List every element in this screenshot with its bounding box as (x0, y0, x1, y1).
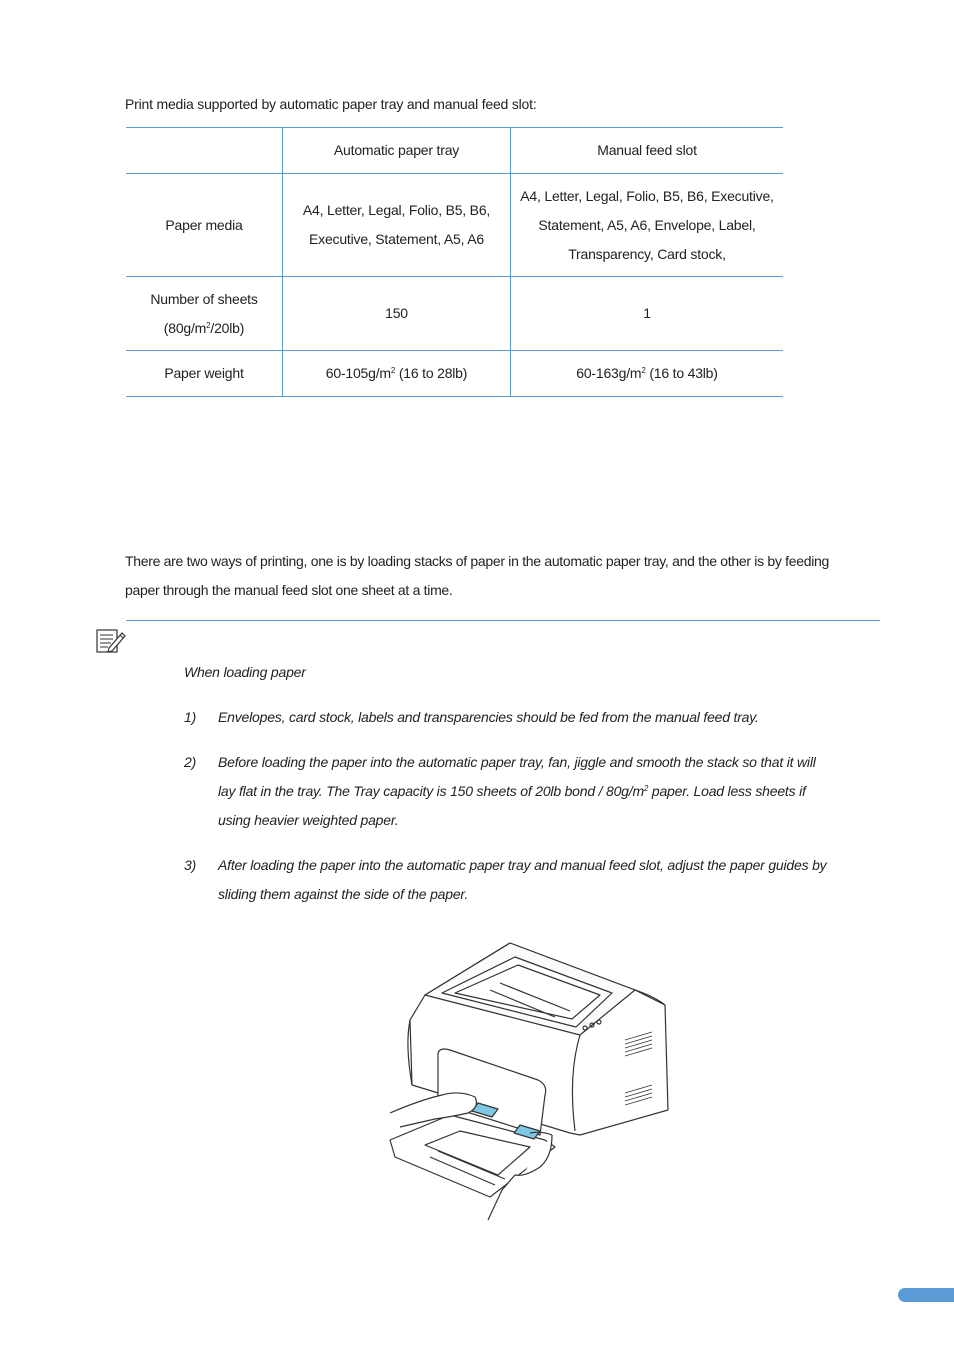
cell-manual-paper-media (511, 174, 784, 277)
printing-methods-paragraph: There are two ways of printing, one is by loading stacks of paper in the automatic paper tray, and the other is by feeding paper through the manual feed slot one sheet at a time. (125, 553, 830, 598)
cell-auto-paper-media (283, 174, 511, 277)
list-item (184, 748, 834, 835)
printer-loading-illustration (380, 935, 680, 1225)
cell-line: Transparency, Card stock, (568, 245, 726, 262)
list-number: 2) (184, 754, 197, 770)
table-header-row (126, 128, 783, 174)
table-header-manual-slot: Manual feed slot (511, 128, 784, 174)
list-number: 3) (184, 857, 197, 873)
table-row (126, 351, 783, 397)
superscript: 2 (641, 366, 646, 375)
cell-auto-sheets: 150 (283, 277, 511, 351)
print-media-table (126, 127, 783, 397)
row-label-paper-weight: Paper weight (126, 351, 283, 397)
text-part: paper. Load less sheets if using heavier weighted paper. (218, 783, 806, 828)
table-row (126, 277, 783, 351)
list-number: 1) (184, 709, 197, 725)
text-part: (16 to 43lb) (645, 365, 718, 381)
cell-manual-sheets: 1 (511, 277, 784, 351)
cell-line (132, 314, 276, 343)
intro-text: Print media supported by automatic paper tray and manual feed slot: (125, 96, 537, 112)
text-part: (16 to 28lb) (395, 365, 468, 381)
cell-line: A4, Letter, Legal, Folio, B5, B6, (302, 202, 491, 218)
text-part: /20lb) (210, 319, 245, 336)
note-divider (126, 620, 880, 621)
table-header-empty (126, 128, 283, 174)
superscript: 2 (390, 366, 396, 375)
list-text: After loading the paper into the automatic paper tray and manual feed slot, adjust the paper guides by sliding them against the side of the paper. (218, 857, 827, 902)
cell-line: Number of sheets (150, 290, 258, 307)
text-part: Before loading the paper into the automatic paper tray, fan, jiggle and smooth the stack so that it will lay flat in the tray. The Tray capacity is 150 sheets of 20lb bond / 80g/m (218, 754, 816, 799)
cell-line: Executive, Statement, A5, A6 (309, 231, 484, 247)
superscript: 2 (206, 320, 211, 330)
list-item (184, 851, 834, 909)
cell-line: Statement, A5, A6, Envelope, Label, (538, 216, 756, 233)
cell-manual-weight (511, 351, 784, 397)
note-box (184, 658, 834, 925)
text-part: 60-163g/m (576, 365, 642, 381)
cell-line: A4, Letter, Legal, Folio, B5, B6, Executive, (520, 187, 774, 204)
superscript: 2 (643, 784, 649, 793)
note-heading: When loading paper (184, 664, 306, 680)
list-text: Envelopes, card stock, labels and transparencies should be fed from the manual feed tray. (218, 709, 759, 725)
row-label-paper-media: Paper media (126, 174, 283, 277)
text-part: (80g/m (163, 319, 207, 336)
page-number-tab (898, 1288, 954, 1302)
row-label-number-of-sheets (126, 277, 283, 351)
table-header-auto-tray: Automatic paper tray (283, 128, 511, 174)
list-text (218, 748, 834, 835)
list-item (184, 703, 834, 732)
table-row (126, 174, 783, 277)
text-part: 60-105g/m (325, 365, 391, 381)
cell-auto-weight (283, 351, 511, 397)
note-pencil-icon (95, 627, 127, 655)
